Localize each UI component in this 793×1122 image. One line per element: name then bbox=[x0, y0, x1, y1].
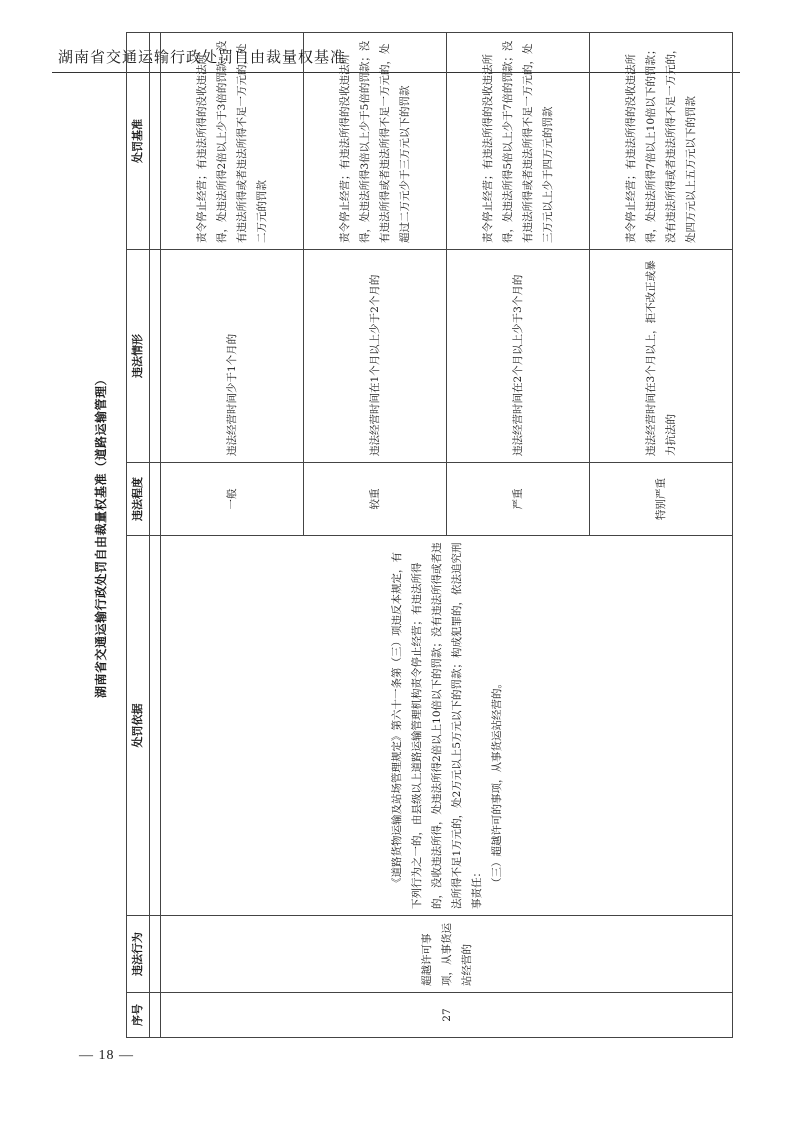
band-circumstance: 违法经营时间少于1个月的 bbox=[161, 250, 304, 463]
band-standard: 责令停止经营；有违法所得的没收违法所得，处违法所得7倍以上10倍以下的罚款；没有违法所得或者违法所得不足一万元的，处四万元以上五万元以下的罚款 bbox=[590, 33, 733, 250]
table-title: 湖南省交通运输行政处罚自由裁量权基准（道路运输管理） bbox=[94, 373, 108, 699]
column-header-basis: 处罚依据 bbox=[127, 536, 150, 916]
band-circumstance: 违法经营时间在3个月以上，拒不改正或暴力抗法的 bbox=[590, 250, 733, 463]
rotated-table-block bbox=[88, 33, 733, 1038]
discretion-table bbox=[126, 32, 733, 1038]
band-degree: 特别严重 bbox=[590, 463, 733, 536]
column-header-act: 违法行为 bbox=[127, 916, 150, 993]
page-number: — 18 — bbox=[79, 1048, 134, 1063]
column-header-seq: 序号 bbox=[127, 993, 150, 1038]
band-standard: 责令停止经营；有违法所得的没收违法所得，处违法所得2倍以上少于3倍的罚款；没有违法所得或者违法所得不足一万元的，处二万元的罚款 bbox=[161, 33, 304, 250]
band-circumstance: 违法经营时间在2个月以上少于3个月的 bbox=[447, 250, 590, 463]
band-degree: 严重 bbox=[447, 463, 590, 536]
band-circumstance: 违法经营时间在1个月以上少于2个月的 bbox=[304, 250, 447, 463]
running-header: 湖南省交通运输行政处罚自由裁量权基准 bbox=[58, 48, 347, 66]
band-standard: 责令停止经营；有违法所得的没收违法所得，处违法所得3倍以上少于5倍的罚款；没有违法所得或者违法所得不足一万元的，处超过二万元少于三万元以下的罚款 bbox=[304, 33, 447, 250]
entry-basis bbox=[161, 536, 733, 916]
column-header-standard: 处罚基准 bbox=[127, 33, 150, 250]
entry-act: 超越许可事项，从事货运站经营的 bbox=[161, 916, 733, 993]
band-standard: 责令停止经营；有违法所得的没收违法所得，处违法所得5倍以上少于7倍的罚款；没有违法所得或者违法所得不足一万元的，处三万元以上少于四万元的罚款 bbox=[447, 33, 590, 250]
basis-paragraph: 《道路货物运输及站场管理规定》第六十一条第（三）项违反本规定，有下列行为之一的，由县级以上道路运输管理机构责令停止经营；有违法所得的，没收违法所得，处违法所得2倍以上10倍以下的罚款；没有违法所得或者违法所得不足1万元的，处2万元以上5万元以下的罚款；构成犯罪的，依法追究刑事责任： bbox=[390, 542, 483, 909]
band-degree: 较重 bbox=[304, 463, 447, 536]
table-header-row bbox=[127, 33, 150, 1038]
basis-paragraph: （三）超越许可的事项，从事货运站经营的。 bbox=[490, 678, 503, 888]
table-row bbox=[161, 33, 304, 1038]
table-spacer-row bbox=[150, 33, 161, 1038]
column-header-circumstance: 违法情形 bbox=[127, 250, 150, 463]
band-degree: 一般 bbox=[161, 463, 304, 536]
entry-seq: 27 bbox=[161, 993, 733, 1038]
column-header-degree: 违法程度 bbox=[127, 463, 150, 536]
